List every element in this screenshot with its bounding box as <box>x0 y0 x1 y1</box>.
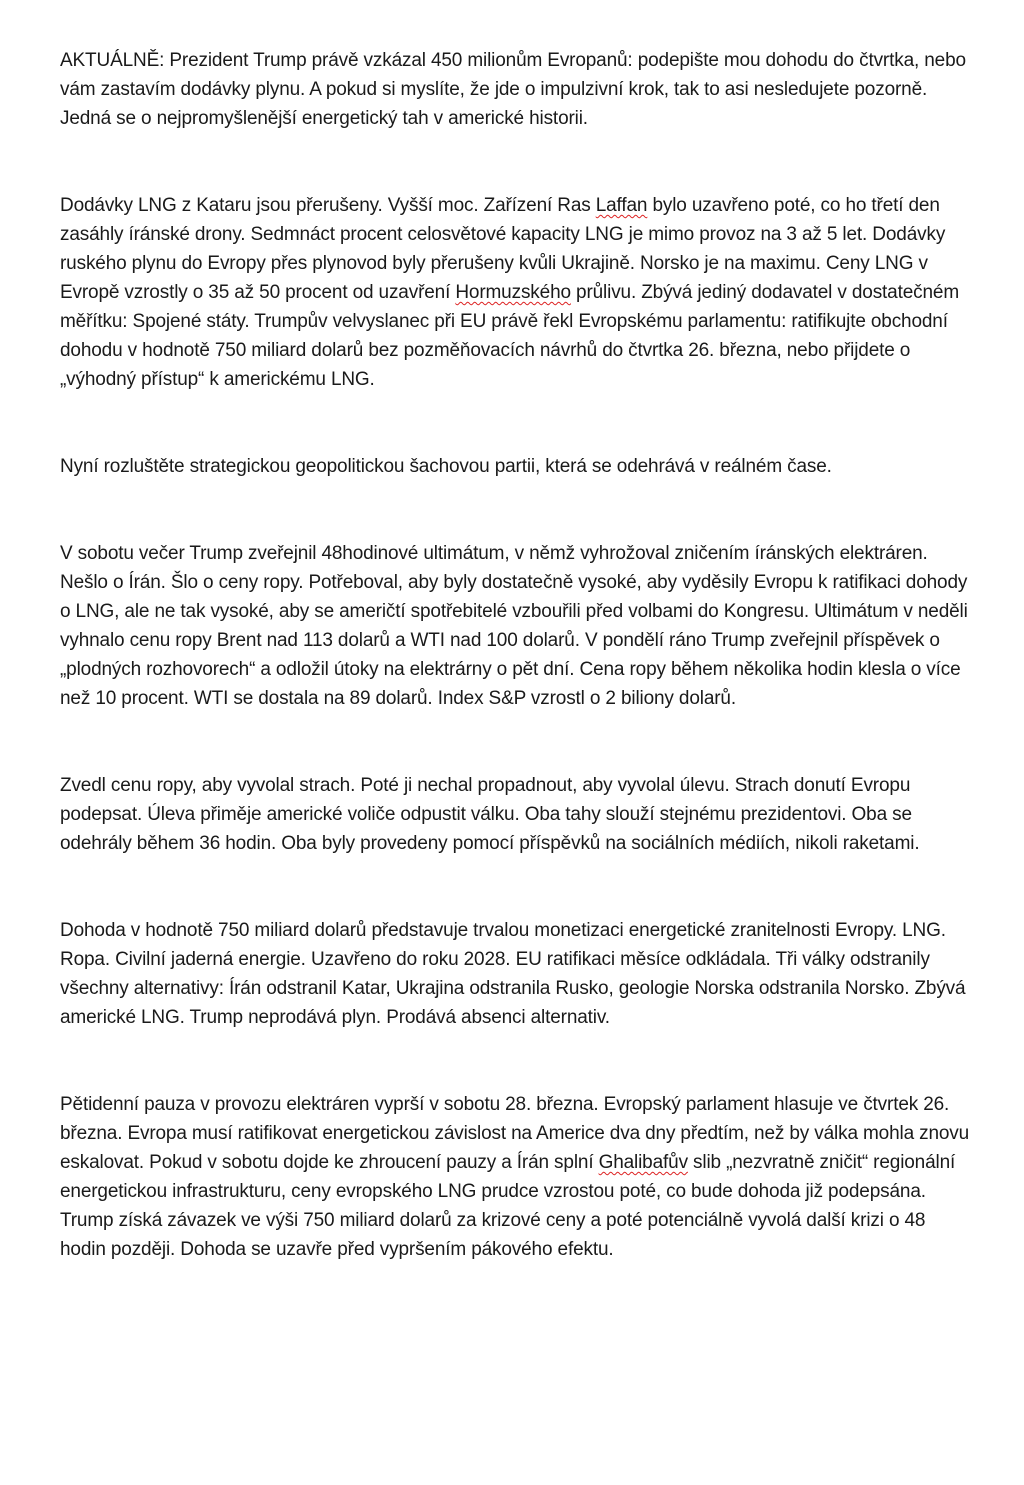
paragraph-text: Pětidenní pauza v provozu elektráren vyprší v sobotu 28. března. Evropský parlament hlasuje ve čtvrtek 26. března. Evropa musí ratifikovat energetickou závislost na Americe dva dny předtím, než by válka mohla znovu eskalovat. Pokud v sobotu dojde ke zhroucení pauzy a Írán splní <box>60 1094 970 1173</box>
paragraph-text: V sobotu večer Trump zveřejnil 48hodinové ultimátum, v němž vyhrožoval zničením íránských elektráren. Nešlo o Írán. Šlo o ceny ropy. Potřeboval, aby byly dostatečně vysoké, aby vyděsily Evropu k ratifikaci dohody o LNG, ale ne tak vysoké, aby se američtí spotřebitelé vzbouřili před volbami do Kongresu. Ultimátum v neděli vyhnalo cenu ropy Brent nad 113 dolarů a WTI nad 100 dolarů. V pondělí ráno Trump zveřejnil příspěvek o „plodných rozhovorech“ a odložil útoky na elektrárny o pět dní. Cena ropy během několika hodin klesla o více než 10 procent. WTI se dostala na 89 dolarů. Index S&P vzrostl o 2 biliony dolarů. <box>60 543 968 709</box>
paragraph-ultimatum <box>60 539 972 713</box>
spellcheck-word[interactable]: Ghalibafův <box>598 1152 688 1173</box>
paragraph-text: Zvedl cenu ropy, aby vyvolal strach. Poté ji nechal propadnout, aby vyvolal úlevu. Strach donutí Evropu podepsat. Úleva přiměje americké voliče odpustit válku. Oba tahy slouží stejnému prezidentovi. Oba se odehrály během 36 hodin. Oba byly provedeny pomocí příspěvků na sociálních médiích, nikoli raketami. <box>60 775 920 854</box>
document-body <box>60 46 972 1322</box>
paragraph-breaking-news <box>60 46 972 133</box>
paragraph-deal <box>60 916 972 1032</box>
paragraph-text: Dodávky LNG z Kataru jsou přerušeny. Vyšší moc. Zařízení Ras <box>60 195 596 216</box>
paragraph-lng-supply <box>60 191 972 394</box>
paragraph-pause <box>60 1090 972 1264</box>
paragraph-text: průlivu. Zbývá jediný dodavatel v dostatečném měřítku: Spojené státy. Trumpův velvyslanec při EU právě řekl Evropskému parlamentu: ratifikujte obchodní dohodu v hodnotě 750 miliard dolarů bez pozměňovacích návrhů do čtvrtka 26. března, nebo přijdete o „výhodný přístup“ k americkému LNG. <box>60 282 959 390</box>
paragraph-text: AKTUÁLNĚ: Prezident Trump právě vzkázal 450 milionům Evropanů: podepište mou dohodu do čtvrtka, nebo vám zastavím dodávky plynu. A pokud si myslíte, že jde o impulzivní krok, tak to asi nesledujete pozorně. Jedná se o nejpromyšlenější energetický tah v americké historii. <box>60 50 966 129</box>
paragraph-text: Dohoda v hodnotě 750 miliard dolarů představuje trvalou monetizaci energetické zranitelnosti Evropy. LNG. Ropa. Civilní jaderná energie. Uzavřeno do roku 2028. EU ratifikaci měsíce odkládala. Tři války odstranily všechny alternativy: Írán odstranil Katar, Ukrajina odstranila Rusko, geologie Norska odstranila Norsko. Zbývá americké LNG. Trump neprodává plyn. Prodává absenci alternativ. <box>60 920 966 1028</box>
paragraph-text: bylo uzavřeno poté, co ho třetí den zasáhly íránské drony. Sedmnáct procent celosvětové kapacity LNG je mimo provoz na 3 až 5 let. Dodávky ruského plynu do Evropy přes plynovod byly přerušeny kvůli Ukrajině. Norsko je na maximu. Ceny LNG v Evropě vzrostly o 35 až 50 procent od uzavření <box>60 195 946 303</box>
paragraph-text: slib „nezvratně zničit“ regionální energetickou infrastrukturu, ceny evropského LNG prudce vzrostou poté, co bude dohoda již podepsána. Trump získá závazek ve výši 750 miliard dolarů za krizové ceny a poté potenciálně vyvolá další krizi o 48 hodin později. Dohoda se uzavře před vypršením pákového efektu. <box>60 1152 956 1260</box>
spellcheck-word[interactable]: Laffan <box>595 195 648 216</box>
paragraph-fear-relief <box>60 771 972 858</box>
paragraph-chess <box>60 452 972 481</box>
paragraph-text: Nyní rozluštěte strategickou geopolitickou šachovou partii, která se odehrává v reálném čase. <box>60 456 832 477</box>
spellcheck-word[interactable]: Hormuzského <box>455 282 571 303</box>
